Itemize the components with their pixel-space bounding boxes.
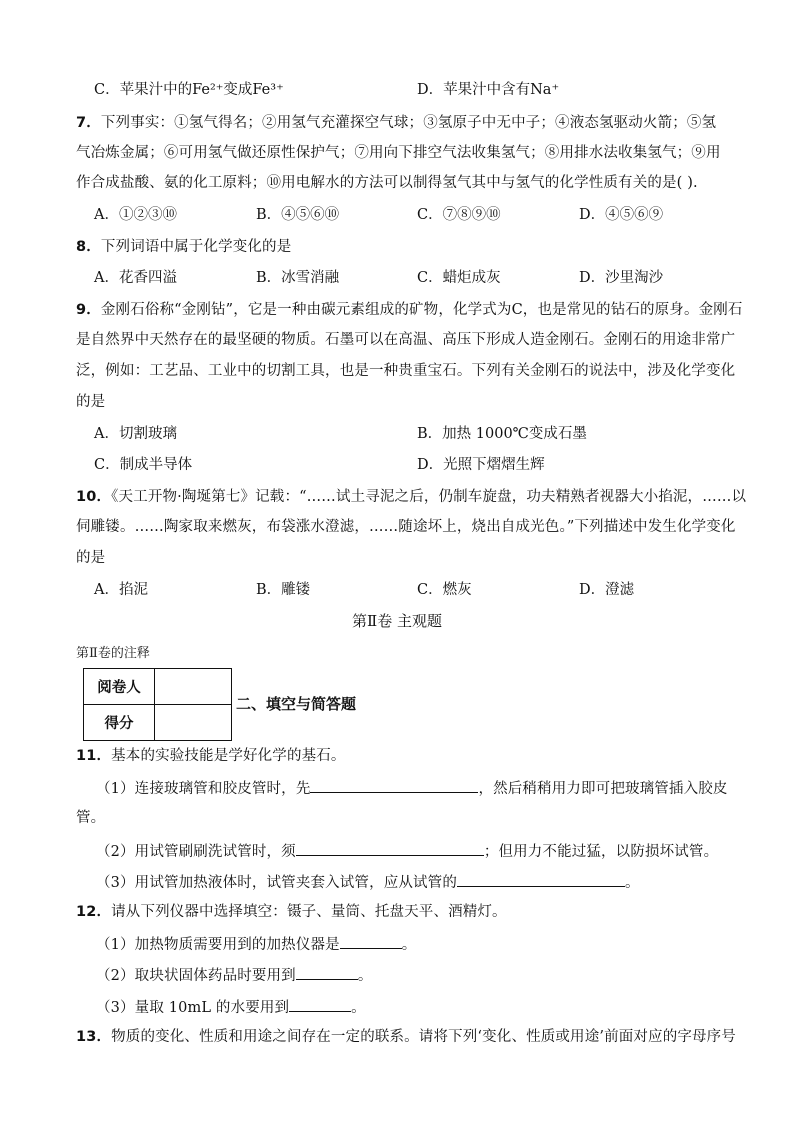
- q7-stem-line1: [76, 113, 748, 133]
- q12-sub3: [96, 996, 768, 1018]
- q9-option-d[interactable]: D．光照下熠熠生辉: [417, 457, 545, 473]
- q9-option-a[interactable]: A．切割玻璃: [94, 426, 177, 442]
- q8-option-b[interactable]: B．冰雪消融: [256, 270, 340, 286]
- q11-sub2: [96, 840, 768, 862]
- q10-number: 10．: [76, 489, 112, 505]
- q12-sub2-post: 。: [357, 968, 373, 984]
- q11-sub1-post: ，然后稍稍用力即可把玻璃管插入胶皮: [478, 781, 728, 797]
- q12-sub2-pre: （2）取块状固体药品时要用到: [96, 968, 296, 984]
- q12-text: 请从下列仪器中选择填空：镊子、量筒、托盘天平、酒精灯。: [111, 904, 507, 920]
- q11-sub1-cont: 管。: [76, 810, 106, 826]
- q13-text: 物质的变化、性质和用途之间存在一定的联系。请将下列‘变化、性质或用途’前面对应的字母序号: [111, 1029, 736, 1045]
- q8-option-a[interactable]: A．花香四溢: [94, 270, 177, 286]
- score-label: 得分: [84, 705, 155, 741]
- q12-number: 12．: [76, 904, 112, 920]
- q12-sub1-post: 。: [401, 937, 417, 953]
- q10-option-c[interactable]: C．燃灰: [417, 582, 472, 598]
- q11-sub1-pre: （1）连接玻璃管和胶皮管时，先: [96, 781, 311, 797]
- q13-stem: [76, 1027, 748, 1047]
- q10-stem-line1: [76, 487, 748, 507]
- q7-option-a[interactable]: A．①②③⑩: [94, 207, 177, 223]
- q11-blank-3[interactable]: [457, 871, 625, 887]
- q11-number: 11．: [76, 748, 112, 764]
- reviewer-label: 阅卷人: [84, 669, 155, 705]
- reviewer-field[interactable]: [155, 669, 232, 705]
- q6-option-c[interactable]: C．苹果汁中的Fe²⁺变成Fe³⁺: [94, 82, 284, 98]
- q7-option-b[interactable]: B．④⑤⑥⑩: [256, 207, 340, 223]
- q7-stem-line3: 作合成盐酸、氨的化工原料；⑩用电解水的方法可以制得氢气其中与氢气的化学性质有关的是( ).: [76, 175, 698, 191]
- q11-sub2-post: ；但用力不能过猛，以防损坏试管。: [483, 844, 719, 860]
- q9-stem-line2: 是自然界中天然存在的最坚硬的物质。石墨可以在高温、高压下形成人造金刚石。金刚石的用途非常广: [76, 332, 736, 348]
- q10-option-b[interactable]: B．雕镂: [256, 582, 311, 598]
- q11-sub2-pre: （2）用试管刷刷洗试管时，须: [96, 844, 296, 860]
- q11-sub3-post: 。: [624, 875, 640, 891]
- q11-sub1: [96, 777, 768, 799]
- q10-text-1: 《天工开物·陶埏第七》记载：“……试土寻泥之后，仍制车旋盘，功夫精熟者视器大小掐泥，……以: [111, 489, 747, 505]
- q11-text: 基本的实验技能是学好化学的基石。: [111, 748, 346, 764]
- q12-stem: [76, 902, 748, 922]
- part-title: 二、填空与简答题: [236, 695, 357, 713]
- q12-blank-1[interactable]: [340, 933, 402, 949]
- q12-blank-2[interactable]: [296, 964, 358, 980]
- q9-option-c[interactable]: C．制成半导体: [94, 457, 193, 473]
- q7-text-1: 下列事实：①氢气得名；②用氢气充灌探空气球；③氢原子中无中子；④液态氢驱动火箭；⑤氢: [100, 115, 717, 131]
- score-field[interactable]: [155, 705, 232, 741]
- q10-option-d[interactable]: D．澄滤: [579, 582, 635, 598]
- q7-stem-line2: 气冶炼金属；⑥可用氢气做还原性保护气；⑦用向下排空气法收集氢气；⑧用排水法收集氢气；⑨用: [76, 145, 721, 161]
- q10-option-a[interactable]: A．掐泥: [94, 582, 148, 598]
- q12-sub3-pre: （3）量取 10mL 的水要用到: [96, 1000, 290, 1016]
- q12-sub3-post: 。: [351, 1000, 366, 1016]
- q9-stem-line1: [76, 300, 748, 320]
- q11-blank-2[interactable]: [296, 840, 484, 856]
- q10-stem-line2: 伺雕镂。……陶家取来燃灰，布袋涨水澄滤，……随途坏上，烧出自成光色。”下列描述中发生化学变化: [76, 519, 736, 535]
- q12-sub2: [96, 964, 768, 986]
- q12-sub1-pre: （1）加热物质需要用到的加热仪器是: [96, 937, 340, 953]
- q13-number: 13．: [76, 1029, 112, 1045]
- q8-text: 下列词语中属于化学变化的是: [100, 239, 292, 255]
- grading-table: [83, 668, 232, 741]
- q12-sub1: [96, 933, 768, 955]
- q11-sub3: [96, 871, 768, 893]
- section2-note: 第Ⅱ卷的注释: [76, 646, 150, 661]
- q10-stem-line3: 的是: [76, 550, 106, 566]
- q8-stem: [76, 237, 748, 257]
- q7-option-c[interactable]: C．⑦⑧⑨⑩: [417, 207, 501, 223]
- q9-option-b[interactable]: B．加热 1000℃变成石墨: [417, 426, 587, 442]
- q11-sub3-pre: （3）用试管加热液体时，试管夹套入试管，应从试管的: [96, 875, 457, 891]
- q7-option-d[interactable]: D．④⑤⑥⑨: [579, 207, 664, 223]
- q8-option-d[interactable]: D．沙里淘沙: [579, 270, 664, 286]
- q6-option-d[interactable]: D．苹果汁中含有Na⁺: [417, 82, 560, 98]
- q8-number: 8．: [76, 239, 101, 255]
- q8-option-c[interactable]: C．蜡炬成灰: [417, 270, 501, 286]
- q12-blank-3[interactable]: [289, 996, 351, 1012]
- q11-stem: [76, 746, 748, 766]
- q9-stem-line3: 泛，例如：工艺品、工业中的切割工具，也是一种贵重宝石。下列有关金刚石的说法中，涉及化学变化: [76, 363, 736, 379]
- q9-text-1: 金刚石俗称“金刚钻”，它是一种由碳元素组成的矿物，化学式为C，也是常见的钻石的原身。金刚石: [100, 302, 743, 318]
- q11-blank-1[interactable]: [310, 777, 478, 793]
- q7-number: 7．: [76, 115, 101, 131]
- section2-title: 第Ⅱ卷 主观题: [352, 612, 442, 630]
- q9-number: 9．: [76, 302, 101, 318]
- q9-stem-line4: 的是: [76, 394, 106, 410]
